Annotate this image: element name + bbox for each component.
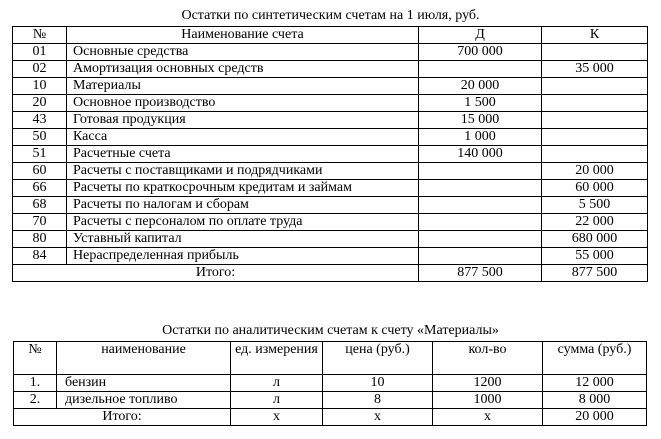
header-name: наименование [57, 342, 231, 375]
total-sum: 20 000 [543, 409, 647, 426]
debit-value: 140 000 [419, 146, 542, 163]
total-price: х [323, 409, 433, 426]
account-number: 68 [13, 197, 67, 214]
synthetic-table-caption: Остатки по синтетическим счетам на 1 июля, руб. [181, 8, 480, 23]
total-unit: х [231, 409, 323, 426]
credit-value: 20 000 [542, 163, 648, 180]
debit-value: 1 000 [419, 129, 542, 146]
debit-value [419, 163, 542, 180]
account-number: 50 [13, 129, 67, 146]
debit-value: 700 000 [419, 44, 542, 61]
credit-value: 680 000 [542, 231, 648, 248]
table-total-row [13, 265, 648, 282]
table-row [13, 78, 648, 95]
account-name: Уставный капитал [67, 231, 419, 248]
table-row [13, 248, 648, 265]
header-sum: сумма (руб.) [543, 342, 647, 375]
header-debit: Д [419, 27, 542, 44]
account-name: Расчетные счета [67, 146, 419, 163]
synthetic-accounts-table [12, 26, 648, 282]
account-number: 01 [13, 44, 67, 61]
account-name: Касса [67, 129, 419, 146]
unit: л [231, 375, 323, 392]
debit-value: 20 000 [419, 78, 542, 95]
credit-value [542, 95, 648, 112]
debit-value [419, 180, 542, 197]
total-label: Итого: [14, 409, 231, 426]
account-name: Основные средства [67, 44, 419, 61]
account-name: Расчеты с персоналом по оплате труда [67, 214, 419, 231]
material-name: бензин [57, 375, 231, 392]
table-total-row [14, 409, 647, 426]
account-name: Готовая продукция [67, 112, 419, 129]
debit-value [419, 61, 542, 78]
table-row [13, 61, 648, 78]
quantity: 1000 [433, 392, 543, 409]
table-row [14, 375, 647, 392]
debit-value [419, 231, 542, 248]
credit-value: 55 000 [542, 248, 648, 265]
sum: 12 000 [543, 375, 647, 392]
header-number: № [13, 27, 67, 44]
account-number: 70 [13, 214, 67, 231]
table-row [13, 163, 648, 180]
header-account-name: Наименование счета [67, 27, 419, 44]
debit-value: 15 000 [419, 112, 542, 129]
account-name: Материалы [67, 78, 419, 95]
total-credit: 877 500 [542, 265, 648, 282]
debit-value: 1 500 [419, 95, 542, 112]
account-number: 66 [13, 180, 67, 197]
price: 10 [323, 375, 433, 392]
table-row [13, 214, 648, 231]
account-number: 02 [13, 61, 67, 78]
account-number: 20 [13, 95, 67, 112]
credit-value: 5 500 [542, 197, 648, 214]
table-header-row [14, 342, 647, 375]
price: 8 [323, 392, 433, 409]
material-name: дизельное топливо [57, 392, 231, 409]
quantity: 1200 [433, 375, 543, 392]
table-row [13, 95, 648, 112]
credit-value [542, 112, 648, 129]
header-quantity: кол-во [433, 342, 543, 375]
debit-value [419, 248, 542, 265]
credit-value: 35 000 [542, 61, 648, 78]
credit-value [542, 44, 648, 61]
credit-value [542, 146, 648, 163]
table-row [13, 112, 648, 129]
header-number: № [14, 342, 57, 375]
credit-value: 60 000 [542, 180, 648, 197]
sum: 8 000 [543, 392, 647, 409]
table-row [13, 180, 648, 197]
debit-value [419, 214, 542, 231]
account-number: 80 [13, 231, 67, 248]
table-row [13, 44, 648, 61]
credit-value [542, 129, 648, 146]
account-number: 84 [13, 248, 67, 265]
row-number: 1. [14, 375, 57, 392]
credit-value [542, 78, 648, 95]
table-row [13, 146, 648, 163]
unit: л [231, 392, 323, 409]
header-credit: К [542, 27, 648, 44]
account-number: 60 [13, 163, 67, 180]
analytic-table-caption: Остатки по аналитическим счетам к счету «Материалы» [162, 323, 499, 338]
account-name: Расчеты по краткосрочным кредитам и займам [67, 180, 419, 197]
analytic-materials-table [13, 341, 647, 426]
total-debit: 877 500 [419, 265, 542, 282]
header-price: цена (руб.) [323, 342, 433, 375]
account-number: 43 [13, 112, 67, 129]
credit-value: 22 000 [542, 214, 648, 231]
account-name: Основное производство [67, 95, 419, 112]
table-row [14, 392, 647, 409]
account-name: Нераспределенная прибыль [67, 248, 419, 265]
table-header-row [13, 27, 648, 44]
account-number: 51 [13, 146, 67, 163]
header-unit: ед. измерения [231, 342, 323, 375]
total-label: Итого: [13, 265, 419, 282]
debit-value [419, 197, 542, 214]
table-row [13, 231, 648, 248]
table-row [13, 129, 648, 146]
row-number: 2. [14, 392, 57, 409]
total-quantity: х [433, 409, 543, 426]
account-name: Амортизация основных средств [67, 61, 419, 78]
table-row [13, 197, 648, 214]
account-number: 10 [13, 78, 67, 95]
account-name: Расчеты по налогам и сборам [67, 197, 419, 214]
account-name: Расчеты с поставщиками и подрядчиками [67, 163, 419, 180]
